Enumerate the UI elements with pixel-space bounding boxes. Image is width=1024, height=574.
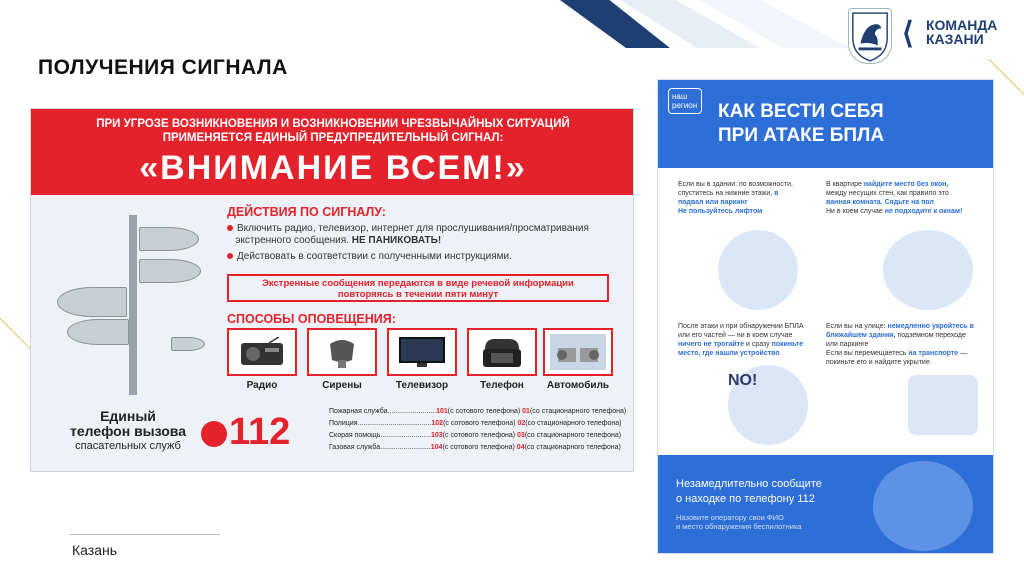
tip3-lead: После атаки и при обнаружении БПЛА или его частей — ни в коем случае: [678, 323, 804, 339]
logo-line2: КАЗАНИ: [926, 31, 984, 47]
report-hint: [676, 513, 856, 531]
siren-horn-icon: [139, 259, 201, 283]
actions-title: ДЕЙСТВИЯ ПО СИГНАЛУ:: [227, 205, 386, 219]
service-landline-note: (со стационарного телефона): [524, 432, 622, 439]
emergency-number: [201, 411, 290, 454]
tip2-text2: Ни в коем случае: [826, 208, 883, 215]
siren-horn-icon: [67, 319, 129, 345]
action-1-text: Включить радио, телевизор, интернет для прослушивания/просматривания: [237, 223, 589, 234]
phone-call-icon: [873, 461, 973, 551]
tip2-bold: найдите место без окон,: [863, 181, 949, 188]
tip2-bold2: ванная комната. Сядьте на пол: [826, 199, 934, 206]
action-1-bold: НЕ ПАНИКОВАТЬ!: [351, 235, 442, 246]
service-landline-note: (со стационарного телефона): [525, 420, 622, 427]
report-line2: о находке по телефону 112: [676, 493, 815, 505]
tip3-text: и сразу: [745, 341, 770, 348]
tip4-text: подземном переходе или паркинге: [826, 332, 966, 348]
device-label: Телевизор: [395, 380, 449, 391]
tip5-text2: и найдите укрытие: [868, 359, 930, 366]
notice-line1: Экстренные сообщения передаются в виде речевой информации: [262, 278, 574, 289]
service-row: [329, 444, 621, 451]
service-row: [329, 408, 626, 415]
poster-header-line1: ПРИ УГРОЗЕ ВОЗНИКНОВЕНИЯ И ВОЗНИКНОВЕНИИ ЧРЕЗВЫЧАЙНЫХ СИТУАЦИЙ: [96, 118, 570, 130]
device-label: Автомобиль: [546, 380, 610, 391]
bullet-icon: [227, 225, 233, 231]
device-label: Телефон: [480, 380, 524, 391]
tip1-warning: Не пользуйтесь лифтом: [678, 208, 763, 215]
tip-after-attack: [678, 322, 808, 358]
siren-horn-icon: [57, 287, 127, 317]
handset-icon: [201, 421, 227, 447]
phone-label-2: телефон вызова: [69, 423, 187, 439]
tip1-text: по возможности, спуститесь на нижние этажи,: [678, 181, 793, 197]
footer-divider: [70, 534, 220, 535]
footer-city: Казань: [72, 542, 118, 558]
service-row: [329, 432, 621, 439]
bpla-title: [718, 100, 978, 148]
service-row: [329, 420, 621, 427]
service-name: Пожарная служба.........................: [329, 408, 437, 415]
bpla-title-line1: КАК ВЕСТИ СЕБЯ: [718, 101, 884, 122]
service-mobile-note: (с сотового телефона): [443, 420, 516, 427]
service-landline: 03: [517, 432, 525, 439]
tip-building: [678, 180, 798, 216]
report-hint1: Назовите оператору свои ФИО: [676, 513, 784, 522]
tip5-lead: Если вы перемещаетесь: [826, 350, 907, 357]
bpla-title-line2: ПРИ АТАКЕ БПЛА: [718, 125, 885, 146]
action-2-text: Действовать в соответствии с полученными инструкциями.: [237, 251, 512, 262]
bpla-footer: [658, 455, 994, 554]
methods-title: СПОСОБЫ ОПОВЕЩЕНИЯ:: [227, 312, 396, 326]
service-landline: 02: [517, 420, 526, 427]
notice-box: [227, 274, 609, 302]
radio-icon: [227, 328, 297, 376]
service-landline: 04: [516, 444, 525, 451]
tv-icon: [387, 328, 457, 376]
report-text: [676, 477, 856, 507]
siren-horn-icon: [139, 227, 199, 251]
phone-label-1: Единый: [100, 408, 156, 424]
siren-icon: [307, 328, 377, 376]
bullet-icon: [227, 253, 233, 259]
drone-attack-poster: [657, 79, 994, 554]
tip3-bold: ничего не трогайте: [678, 341, 745, 348]
poster-headline: «ВНИМАНИЕ ВСЕМ!»: [139, 149, 527, 187]
emergency-number-text: 112: [229, 411, 291, 453]
tip-apartment: [826, 180, 966, 216]
team-logo-text: [926, 18, 997, 46]
car-speaker-icon: [543, 328, 613, 376]
service-mobile: 104: [430, 444, 443, 451]
tip5-text: — покиньте его: [826, 350, 968, 366]
tip2-lead: В квартире: [826, 181, 862, 188]
badge-line2: регион: [672, 101, 698, 110]
action-2: [227, 251, 627, 263]
team-logo-icon: ⟨: [902, 17, 914, 50]
tip2-warning: не подходите к окнам!: [884, 208, 963, 215]
slide-title: ПОЛУЧЕНИЯ СИГНАЛА: [38, 56, 288, 79]
service-landline-note: (со стационарного телефона): [524, 444, 621, 451]
service-name: Полиция......................................: [329, 420, 432, 427]
action-1-text-b: экстренного сообщения.: [235, 235, 349, 246]
action-1: [227, 223, 627, 247]
service-landline: 01: [522, 408, 530, 415]
tip5-bold: на транспорте: [908, 350, 959, 357]
phone-icon: [467, 328, 537, 376]
report-hint2: и место обнаружения беспилотника: [676, 522, 802, 531]
tip1-bold: в подвал или паркинг: [678, 190, 779, 206]
notice-line2: повторяясь в течении пяти минут: [337, 289, 499, 300]
bathtub-icon: [883, 230, 973, 310]
service-landline-note: (со стационарного телефона): [529, 408, 627, 415]
service-mobile-note: (с сотового телефона): [442, 432, 516, 439]
service-mobile: 103: [430, 432, 443, 439]
tip2-text: между несущих стен, как правило это: [826, 190, 949, 197]
poster-header-line2: ПРИМЕНЯЕТСЯ ЕДИНЫЙ ПРЕДУПРЕДИТЕЛЬНЫЙ СИГНАЛ:: [162, 132, 504, 144]
device-label: Радио: [246, 380, 278, 391]
device-label: Сирены: [322, 380, 362, 391]
camera-icon: [171, 337, 205, 351]
logo-line1: КОМАНДА: [926, 17, 998, 33]
siren-pole-icon: [129, 215, 137, 395]
service-mobile-note: (с сотового телефона): [442, 444, 515, 451]
bus-stop-icon: [908, 375, 978, 435]
service-mobile-note: (с сотового телефона): [447, 408, 521, 415]
kazan-crest-icon: [848, 8, 892, 64]
tip1-lead: Если вы в здании:: [678, 181, 738, 188]
no-text: NO!: [728, 372, 758, 389]
badge-line1: наш: [672, 92, 688, 101]
service-name: Газовая служба..........................: [329, 444, 431, 451]
emergency-phone-label: [53, 409, 203, 454]
signal-poster: [30, 108, 634, 472]
service-name: Скорая помощь..........................: [329, 432, 431, 439]
person-running-icon: [718, 230, 798, 310]
service-mobile: 102: [431, 420, 444, 427]
report-line1: Незамедлительно сообщите: [676, 478, 822, 490]
service-mobile: 101: [436, 408, 448, 415]
region-badge: [668, 88, 702, 114]
poster-header-text: [31, 117, 634, 145]
tip-street: [826, 322, 976, 367]
phone-label-3: спасательных служб: [75, 440, 181, 452]
tip4-lead: Если вы на улице:: [826, 323, 886, 330]
tip3-bold2: покиньте место, где нашли устройство: [678, 341, 804, 357]
tip4-bold: немедленно укройтесь в ближайшем здании,: [826, 323, 974, 339]
